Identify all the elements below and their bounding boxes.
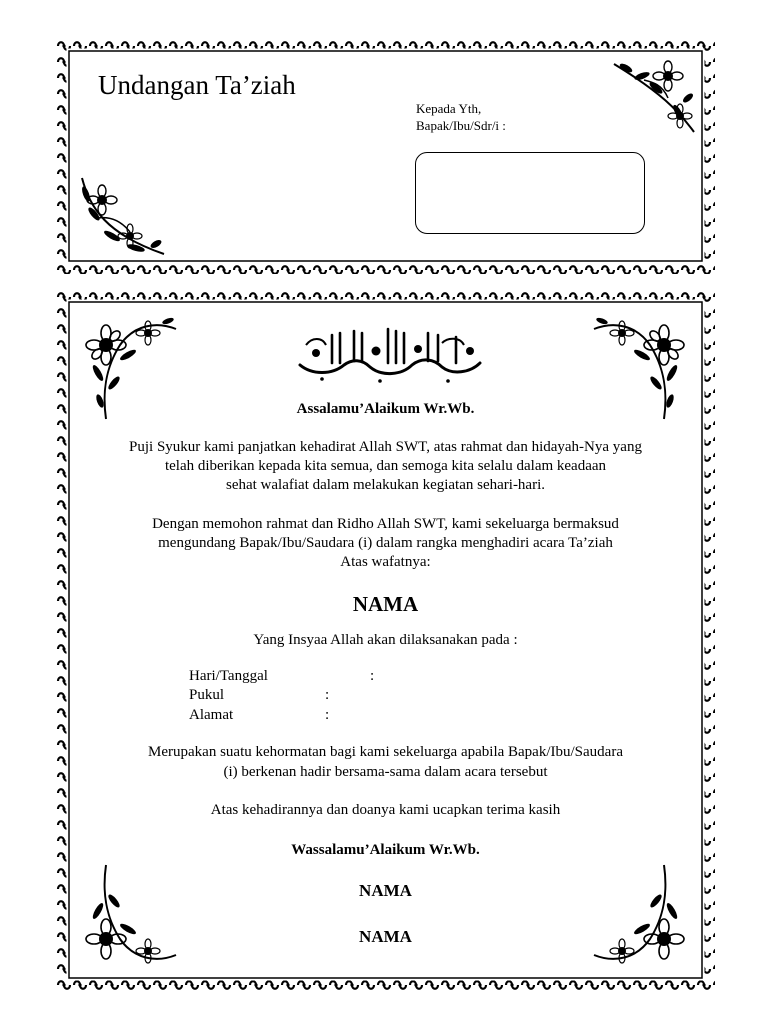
floral-corner-top-right-icon [608,54,698,134]
greeting: Assalamu’Alaikum Wr.Wb. [296,401,475,417]
day-date-label: Hari/Tanggal [189,668,268,684]
recipient-label [416,100,506,134]
floral-corner-bottom-left-icon [76,861,180,973]
day-date-colon: : [370,668,375,684]
paragraph-1-line-3: sehat walafiat dalam melakukan kegiatan sehari-hari. [225,477,546,493]
envelope-card [56,38,715,274]
address-colon: : [325,707,330,723]
time-colon: : [325,687,330,703]
deceased-name: NAMA [352,592,419,616]
schedule-intro: Yang Insyaa Allah akan dilaksanakan pada : [253,632,518,648]
time-label: Pukul [189,687,225,703]
envelope-title: Undangan Ta’ziah [98,70,296,100]
address-label: Alamat [189,707,234,723]
paragraph-1-line-2: telah diberikan kepada kita semua, dan semoga kita selalu dalam keadaan [164,458,607,474]
invitation-letter-card [56,289,715,991]
recipient-address-box[interactable] [415,152,645,234]
signature-name-2: NAMA [359,927,412,946]
floral-corner-bottom-left-icon [76,174,168,262]
paragraph-2-line-1: Dengan memohon rahmat dan Ridho Allah SWT, kami sekeluarga bermaksud [152,516,619,532]
recipient-line-2: Bapak/Ibu/Sdr/i : [416,118,506,133]
recipient-line-1: Kepada Yth, [416,101,482,116]
floral-corner-bottom-right-icon [590,861,694,973]
paragraph-2-line-2: mengundang Bapak/Ibu/Saudara (i) dalam rangka menghadiri acara Ta’ziah [158,535,613,551]
paragraph-3-line-2: (i) berkenan hadir bersama-sama dalam acara tersebut [223,764,548,780]
paragraph-3-line-1: Merupakan suatu kehormatan bagi kami sekeluarga apabila Bapak/Ibu/Saudara [148,744,623,760]
closing-greeting: Wassalamu’Alaikum Wr.Wb. [291,842,480,858]
bismillah-calligraphy [292,319,488,387]
thanks-line: Atas kehadirannya dan doanya kami ucapkan terima kasih [210,802,561,818]
paragraph-1-line-1: Puji Syukur kami panjatkan kehadirat Allah SWT, atas rahmat dan hidayah-Nya yang [129,439,642,455]
bismillah-calligraphy-icon [292,319,488,387]
signature-name-1: NAMA [359,881,412,900]
paragraph-2-line-3: Atas wafatnya: [340,554,431,570]
